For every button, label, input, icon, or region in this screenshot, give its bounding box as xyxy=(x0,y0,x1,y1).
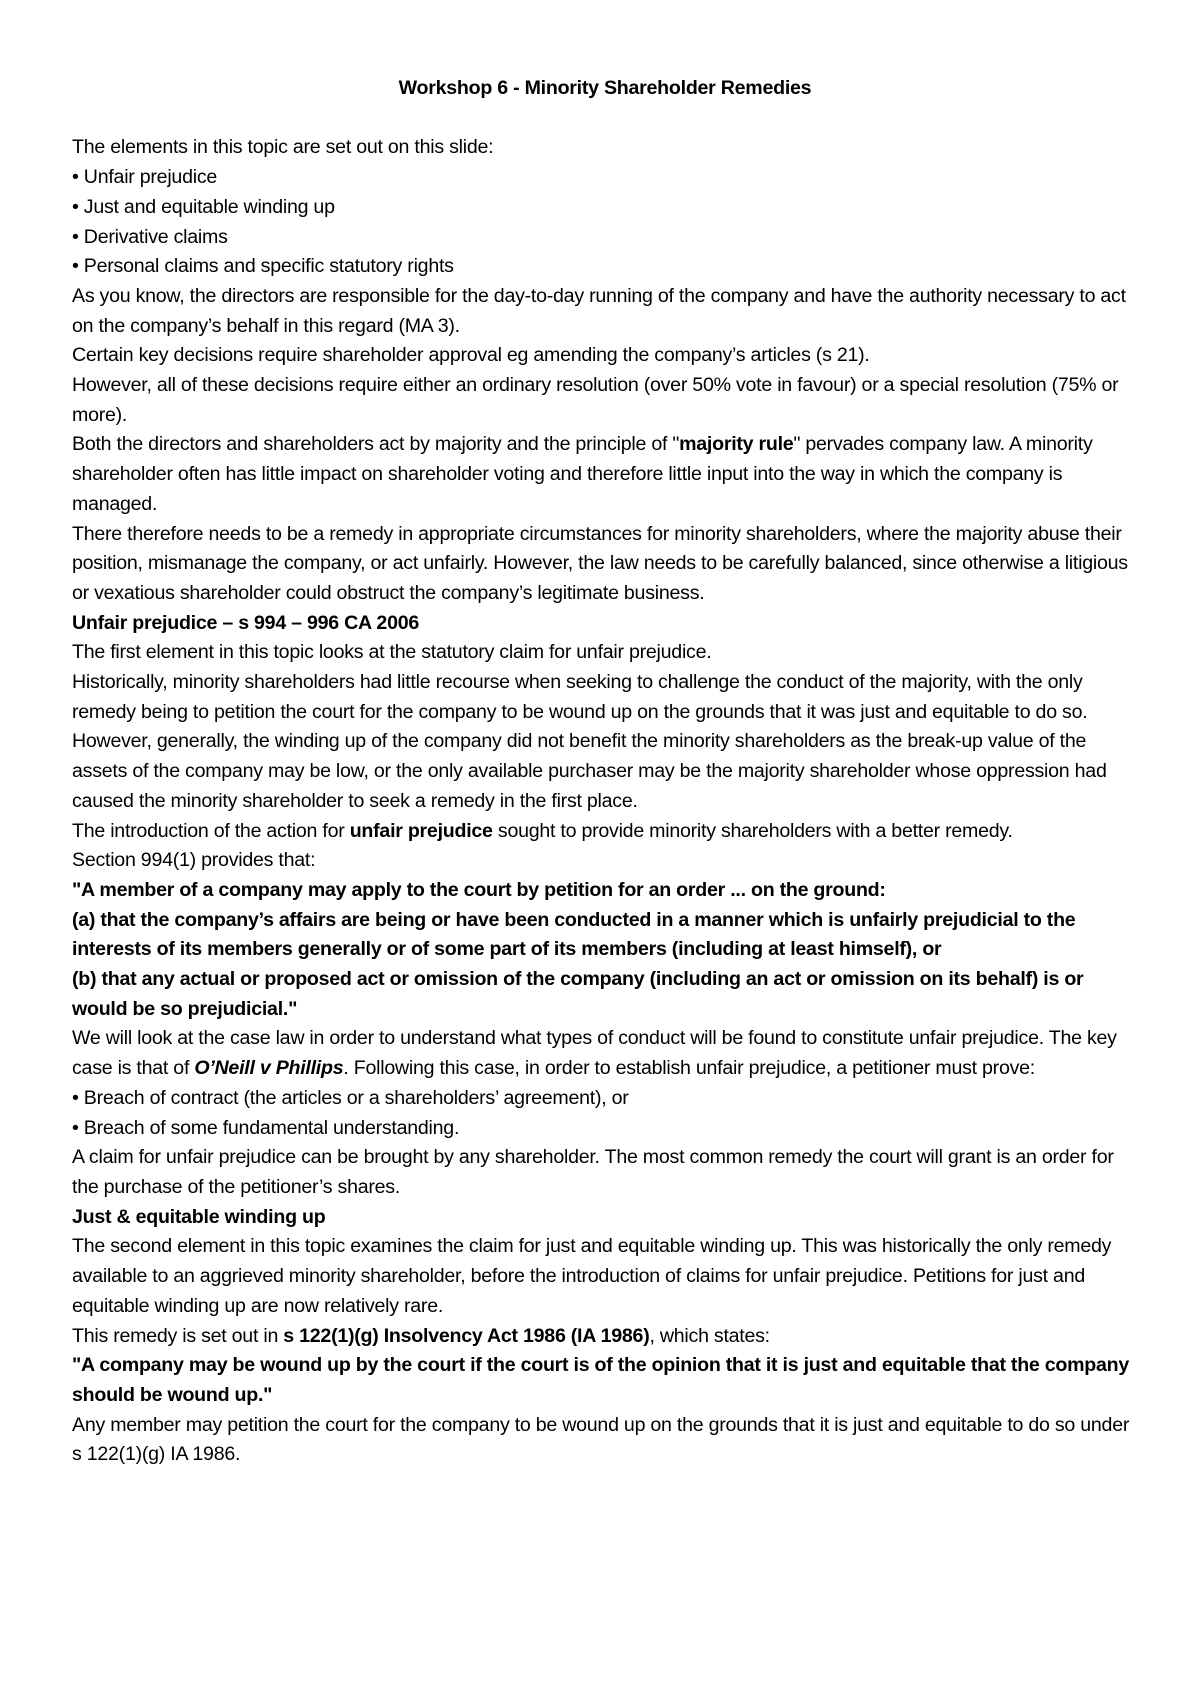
resolutions-paragraph: However, all of these decisions require either an ordinary resolution (over 50% vote in favour) or a special resolution (75% or more). xyxy=(72,374,1119,426)
list-item: • Personal claims and specific statutory rights xyxy=(72,255,454,278)
case-name: O’Neill v Phillips xyxy=(194,1057,344,1080)
list-item: • Unfair prejudice xyxy=(72,166,218,189)
document-title: Workshop 6 - Minority Shareholder Remedies xyxy=(398,77,812,99)
any-member-paragraph: Any member may petition the court for the company to be wound up on the grounds that it is just and equitable to do so under s 122(1)(g) IA 1986. xyxy=(72,1413,1130,1466)
text-run: , which states: xyxy=(649,1324,770,1347)
bold-term: unfair prejudice xyxy=(349,819,493,842)
text-run: This remedy is set out in xyxy=(72,1324,284,1347)
text-run: The introduction of the action for xyxy=(72,819,350,842)
case-law-paragraph xyxy=(72,1024,1138,1083)
statute-quote-line: "A company may be wound up by the court if the court is of the opinion that it is just and equitable that the company should be wound up." xyxy=(72,1354,1130,1406)
section-heading-winding-up: Just & equitable winding up xyxy=(72,1205,326,1228)
remedy-needed-paragraph: There therefore needs to be a remedy in appropriate circumstances for minority shareholders, where the majority abuse their position, mismanage the company, or act unfairly. However, the law needs to be carefully balanced, since otherwise a litigious or vexatious shareholder could obstruct the company’s legitimate business. xyxy=(72,522,1128,604)
list-item: • Breach of some fundamental understanding. xyxy=(72,1116,460,1139)
statute-quote-line: "A member of a company may apply to the court by petition for an order ... on the ground: xyxy=(72,878,886,901)
bold-term: s 122(1)(g) Insolvency Act 1986 (IA 1986) xyxy=(283,1324,650,1347)
text-run: . Following this case, in order to establish unfair prejudice, a petitioner must prove: xyxy=(343,1057,1035,1080)
historically-paragraph: Historically, minority shareholders had little recourse when seeking to challenge the conduct of the majority, with the only remedy being to petition the court for the company to be wound up on the grounds that it was just and equitable to do so. However, generally, the winding up of the company did not benefit the minority shareholders as the break-up value of the assets of the company may be low, or the only available purchaser may be the majority shareholder whose oppression had caused the minority shareholder to seek a remedy in the first place. xyxy=(72,671,1107,812)
section-994-paragraph: Section 994(1) provides that: xyxy=(72,849,316,872)
list-item: • Breach of contract (the articles or a shareholders’ agreement), or xyxy=(72,1086,629,1109)
remedy-set-out-paragraph xyxy=(72,1322,1138,1352)
majority-rule-paragraph xyxy=(72,430,1138,519)
claim-paragraph: A claim for unfair prejudice can be brought by any shareholder. The most common remedy the court will grant is an order for the purchase of the petitioner’s shares. xyxy=(72,1146,1114,1198)
bold-term: majority rule xyxy=(679,433,794,456)
statute-quote-line: (b) that any actual or proposed act or omission of the company (including an act or omission on its behalf) is or would be so prejudicial." xyxy=(72,968,1084,1020)
text-run: Both the directors and shareholders act by majority and the principle of " xyxy=(72,433,680,456)
statute-quote-line: (a) that the company’s affairs are being or have been conducted in a manner which is unfairly prejudicial to the interests of its members generally or of some part of its members (including at least himself), or xyxy=(72,908,1076,961)
section-heading-unfair-prejudice: Unfair prejudice – s 994 – 996 CA 2006 xyxy=(72,611,420,634)
document-page xyxy=(72,74,1138,1470)
second-element-paragraph: The second element in this topic examines the claim for just and equitable winding up. This was historically the only remedy available to an aggrieved minority shareholder, before the introduction of claims for unfair prejudice. Petitions for just and equitable winding up are now relatively rare. xyxy=(72,1235,1112,1317)
directors-paragraph: As you know, the directors are responsible for the day-to-day running of the company and have the authority necessary to act on the company’s behalf in this regard (MA 3). xyxy=(72,284,1126,337)
introduction-paragraph xyxy=(72,817,1138,847)
first-element-paragraph: The first element in this topic looks at the statutory claim for unfair prejudice. xyxy=(72,641,712,664)
text-run: " pervades company law. A minority shareholder often has little impact on shareholder voting and therefore little input into the way in which the company is managed. xyxy=(72,433,1093,515)
text-run: sought to provide minority shareholders with a better remedy. xyxy=(492,819,1013,842)
list-item: • Just and equitable winding up xyxy=(72,195,335,218)
key-decisions-paragraph: Certain key decisions require shareholder approval eg amending the company’s articles (s 21). xyxy=(72,344,870,367)
intro-paragraph: The elements in this topic are set out on this slide: xyxy=(72,136,494,159)
list-item: • Derivative claims xyxy=(72,225,228,248)
text-run: We will look at the case law in order to understand what types of conduct will be found to constitute unfair prejudice. The key case is that of xyxy=(72,1027,1117,1080)
